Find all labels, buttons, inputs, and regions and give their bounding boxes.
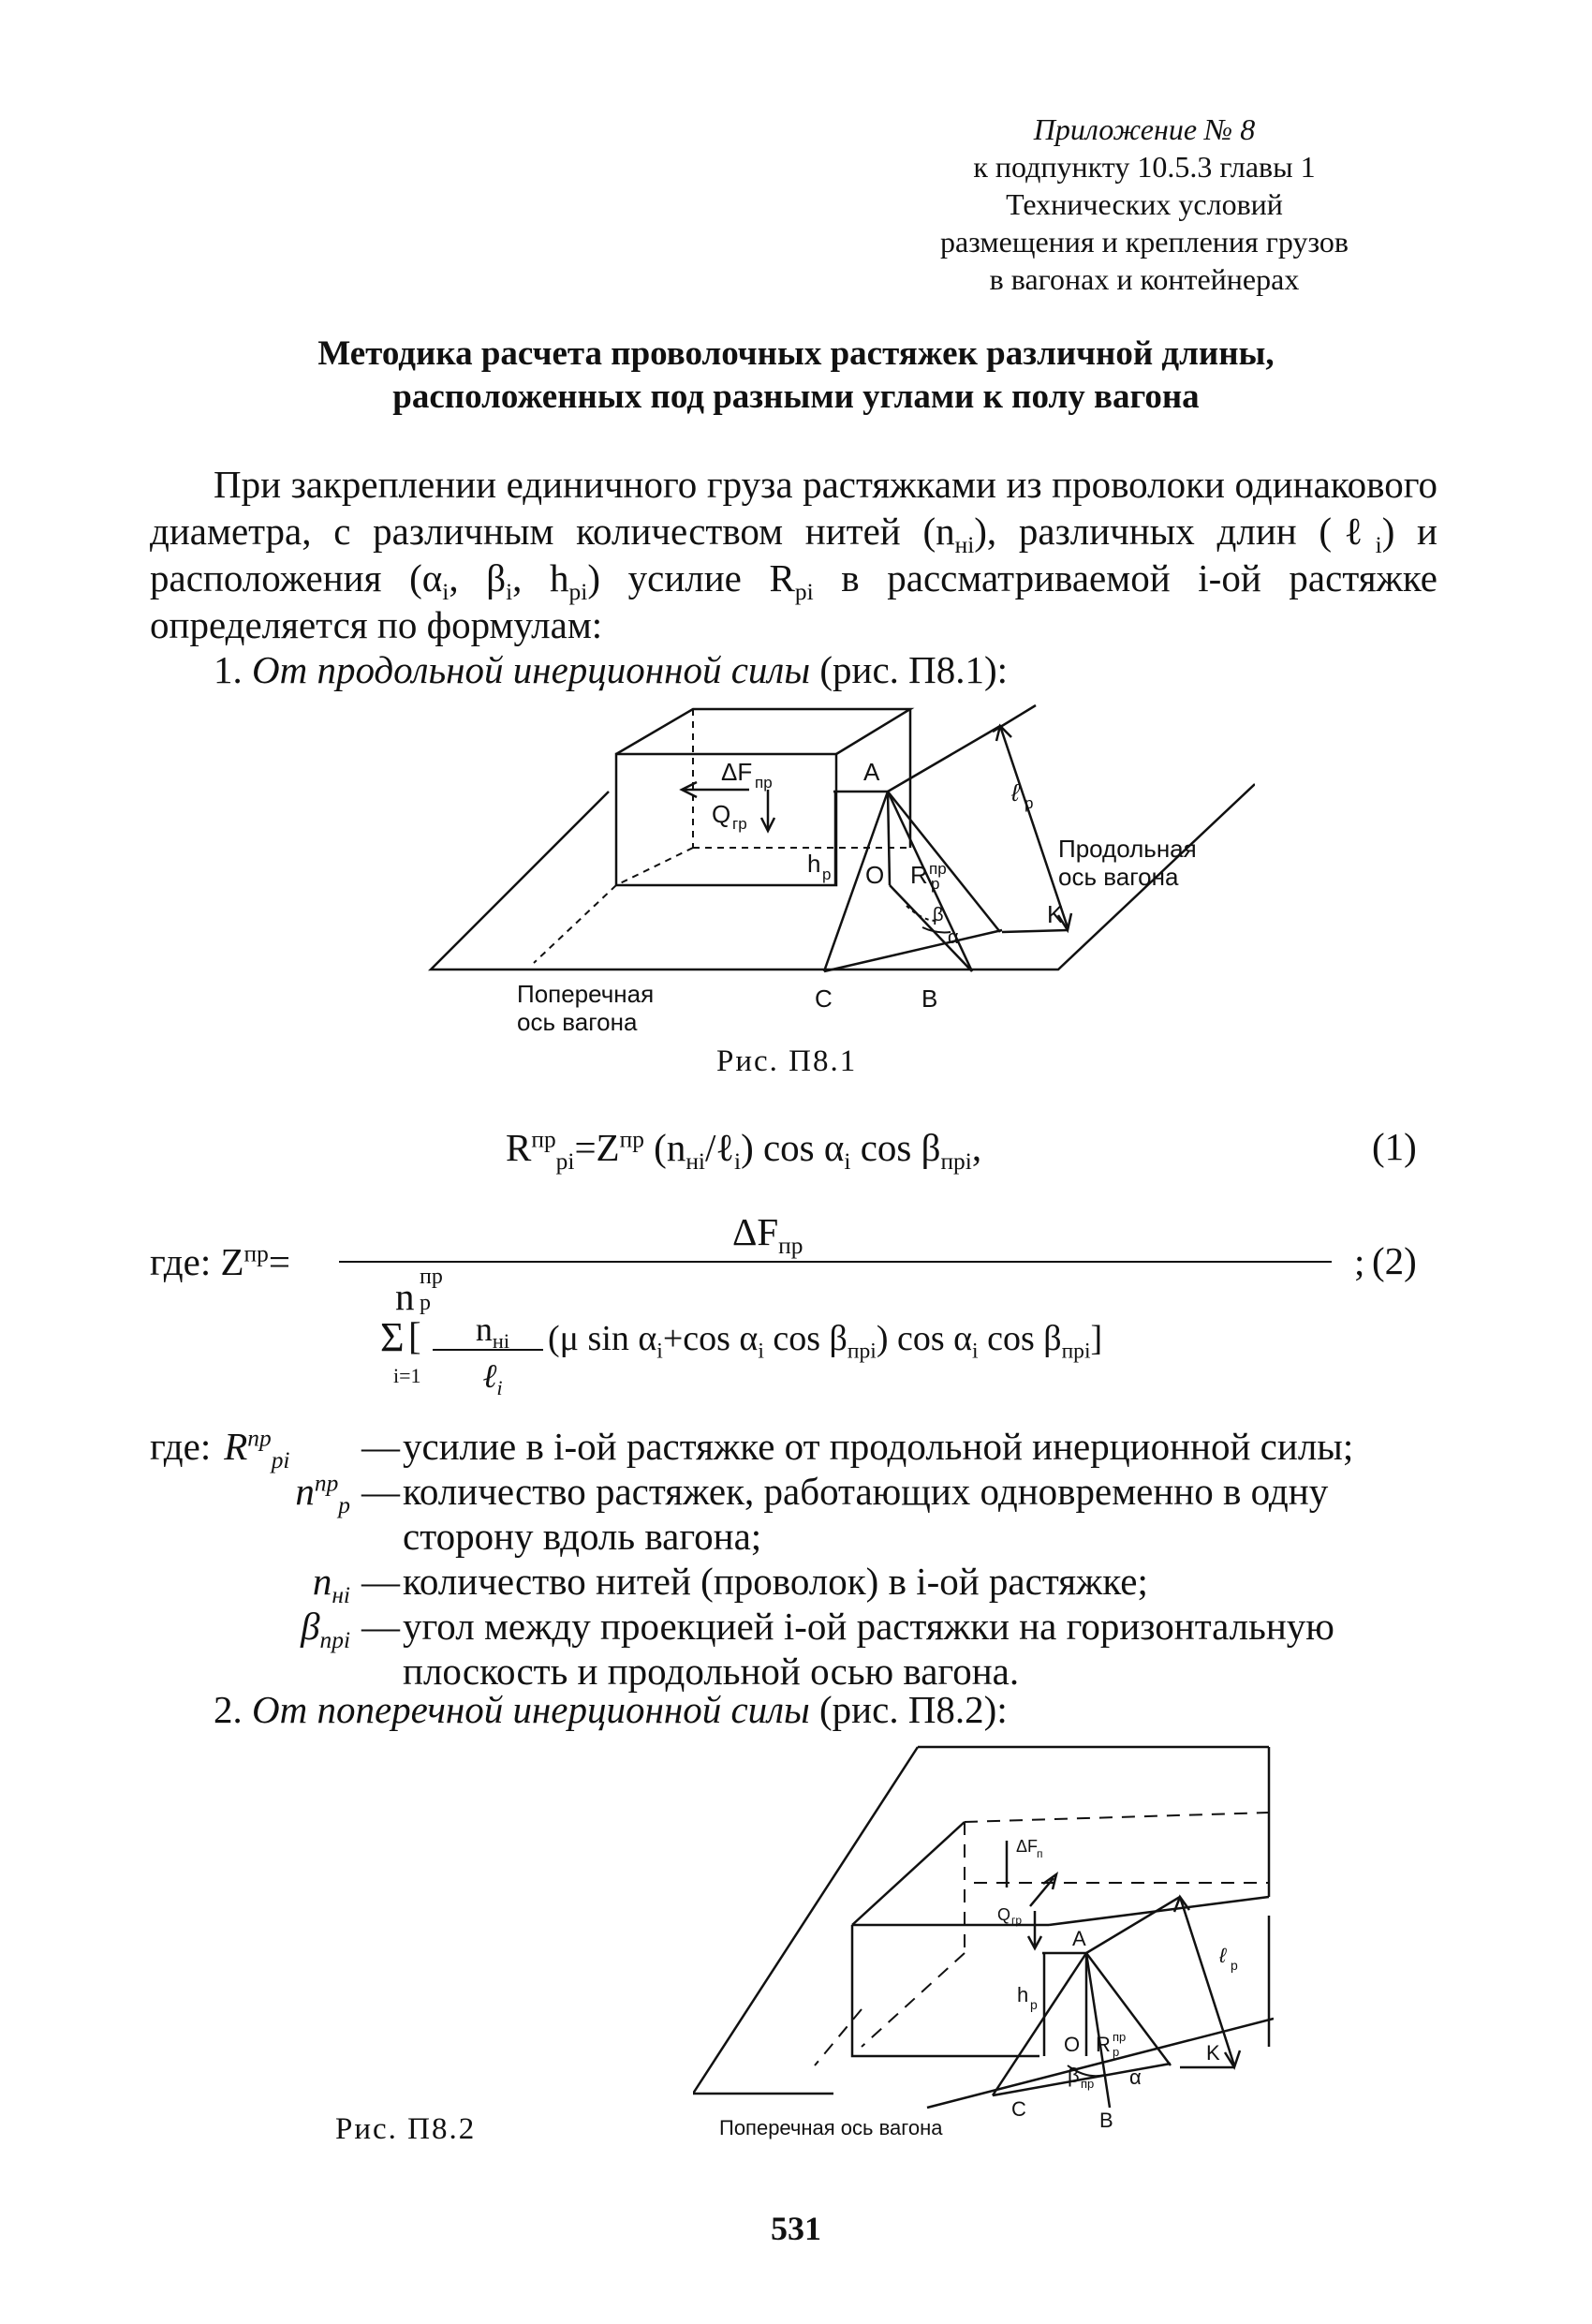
- item-longitudinal: 1. От продольной инерционной силы (рис. П8.1):: [214, 648, 1009, 691]
- label-b: B: [1099, 2109, 1113, 2132]
- formula-number: (1): [1372, 1125, 1417, 1168]
- label-b: B: [921, 984, 938, 1013]
- svg-text:р: р: [1024, 794, 1034, 812]
- label-beta: β: [1068, 2064, 1080, 2087]
- label-k: K: [1206, 2041, 1220, 2065]
- label-q: Q: [712, 800, 731, 828]
- svg-text:пр: пр: [755, 774, 773, 792]
- appendix-header: [901, 111, 1388, 298]
- svg-text:гр: гр: [1011, 1914, 1023, 1927]
- label-l: ℓ: [1219, 1944, 1227, 1967]
- svg-text:гр: гр: [732, 815, 747, 833]
- label-c: C: [815, 984, 833, 1013]
- label-h: h: [807, 850, 821, 878]
- svg-text:р: р: [822, 866, 832, 883]
- label-cross-axis: Поперечная ось вагона: [719, 2116, 943, 2139]
- definition-row: $n^{пр}_p$ — количество растяжек, работающих одновременно в одну сторону вдоль вагона;: [295, 1470, 1329, 1558]
- formula-2-inner-numerator: $n_{нi}$: [475, 1310, 510, 1354]
- label-delta-f: ΔF: [721, 758, 753, 786]
- svg-text:ось вагона: ось вагона: [1058, 863, 1179, 891]
- label-c: C: [1011, 2097, 1026, 2121]
- page-number: 531: [771, 2210, 821, 2247]
- svg-text:р: р: [1231, 1958, 1238, 1973]
- inner-fraction-bar: [433, 1349, 543, 1351]
- formula-2-sigma: Σ: [380, 1314, 405, 1360]
- label-k: K: [1047, 900, 1064, 928]
- svg-text:пр: пр: [929, 860, 947, 878]
- formula-2-denominator-rest: (μ $\sin \alpha_i+\cos$ $\alpha_i$ $\cos \beta_{прi}$) $\cos \alpha_i$ $\cos \beta_{прi}$]: [548, 1319, 1103, 1364]
- label-r: R: [910, 861, 928, 889]
- formula-2-lhs: где: $Z^{пр}=$: [150, 1240, 290, 1283]
- definitions-list: [150, 1424, 1452, 1694]
- formula-2-numerator: $\Delta F_{пр}$: [732, 1210, 803, 1260]
- definition-row: где: $R^{пр}_{pi}$ — усилие в i-ой растяжке от продольной инерционной силы;: [150, 1425, 1354, 1474]
- formula-2-n: n: [395, 1275, 415, 1318]
- figure-caption: Рис. П8.1: [716, 1044, 858, 1078]
- definition-row: $n_{нi}$ — количество нитей (проволок) в i-ой растяжке;: [312, 1560, 1148, 1609]
- document-page: Приложение № 8 к подпункту 10.5.3 главы 1 Технических условий размещения и крепления грузов в вагонах и контейнерах Методика расчета проволочных растяжек различной длины, расположенных под разными углами к полу вагона При закреплении единичного груза растяжками из проволоки одинакового диаметра, с различным количеством нитей $(n_{нi})$, различных длин (ℓ$_i$) и расположения ($\alpha_i$, $\beta_i$, $h_{pi}$) усилие $R_{pi}$ в рассматриваемой i-ой растяжке определяется по формулам: 1. От продольной инерционной силы (рис. П8.1): ΔF пр Q гр A h р O R пр р ℓ р K β α C B Продольная ось вагона Поперечная ось вагона Рис. П8.1 $R^{пр}_{pi}=Z^{пр}$ $(n_{нi}/\ell_i)$ $\cos \alpha_i$ $\cos \beta_{прi}$, (1) где: $Z^{пр}=$ $\Delta F_{пр}$ ; (2) пр n р Σ i=1 [ $n_{нi}$ ℓ$_i$ (μ $\sin \alpha_i+\cos$ $\alpha_i$ $\cos \beta_{прi}$) $\cos \alpha_i$ $\cos \beta_{прi}$] где: $R^{пр}_{pi}$ — усилие в i-ой растяжке от продольной инерционной силы; $n^{пр}_p$ — количество растяжек, работающих одновременно в одну сторону вдоль вагона; $n_{нi}$ — количество нитей (проволок) в i-ой растяжке; $\beta_{прi}$ — угол между проекцией i-ой растяжки на горизонтальную плоскость и продольной осью вагона. 2. От поперечной инерционной силы (рис. П8.2): ΔF п Q гр A h р O R пр р ℓ р K β пр α C B Поперечная ось вагона Рис. П8.2 531: [0, 0, 1592, 2324]
- item-transverse: 2. От поперечной инерционной силы (рис. П8.2):: [214, 1688, 1008, 1731]
- title-line: расположенных под разными углами к полу вагона: [392, 377, 1200, 416]
- figure-caption: Рис. П8.2: [335, 2112, 477, 2146]
- label-cross-axis: Поперечная: [517, 980, 655, 1008]
- svg-text:п: п: [1037, 1847, 1043, 1860]
- intro-paragraph: При закреплении единичного груза растяжками из проволоки одинакового диаметра, с различным количеством нитей $(n_{нi})$, различных длин (ℓ$_i$) и расположения ($\alpha_i$, $\beta_i$, $h_{pi}$) усилие $R_{pi}$ в рассматриваемой i-ой растяжке определяется по формулам:: [150, 463, 1437, 646]
- label-beta: β: [933, 905, 944, 925]
- svg-text:пр: пр: [1081, 2077, 1095, 2091]
- appendix-ref-line: к подпункту 10.5.3 главы 1: [973, 150, 1316, 184]
- svg-text:пр: пр: [1113, 2030, 1127, 2044]
- label-q: Q: [997, 1905, 1011, 1924]
- formula-number: (2): [1372, 1239, 1417, 1282]
- document-title: [140, 333, 1452, 419]
- formula-2-semicolon: ;: [1354, 1240, 1365, 1283]
- label-alpha: α: [948, 927, 959, 948]
- label-alpha: α: [1129, 2065, 1142, 2089]
- figure-p8-2: [693, 1738, 1274, 2150]
- title-line: Методика расчета проволочных растяжек различной длины,: [317, 334, 1275, 373]
- label-h: h: [1017, 1983, 1029, 2006]
- label-o: O: [865, 861, 885, 889]
- definition-row: $\beta_{прi}$ — угол между проекцией i-ой растяжки на горизонтальную плоскость и продольной осью вагона.: [301, 1605, 1334, 1693]
- svg-text:р: р: [1030, 1997, 1038, 2012]
- label-delta-f: ΔF: [1016, 1837, 1039, 1856]
- fraction-bar: [339, 1261, 1332, 1263]
- label-l: ℓ: [1011, 778, 1020, 807]
- label-long-axis: Продольная: [1058, 835, 1197, 863]
- svg-text:р: р: [931, 875, 940, 893]
- appendix-ref-line: Технических условий: [1006, 187, 1283, 221]
- svg-text:ось вагона: ось вагона: [517, 1008, 638, 1036]
- label-a: A: [1072, 1927, 1086, 1950]
- formula-2-inner-denominator: ℓ$_i$: [482, 1357, 503, 1400]
- formula-1: $R^{пр}_{pi}=Z^{пр}$ $(n_{нi}/\ell_i)$ $\cos \alpha_i$ $\cos \beta_{прi}$,: [506, 1126, 982, 1176]
- label-o: O: [1064, 2033, 1081, 2056]
- svg-text:р: р: [1113, 2045, 1120, 2059]
- appendix-ref-line: размещения и крепления грузов: [939, 225, 1349, 259]
- appendix-ref-line: в вагонах и контейнерах: [989, 262, 1300, 296]
- label-r: R: [1096, 2033, 1111, 2056]
- label-a: A: [863, 758, 880, 786]
- figure-p8-1: [412, 698, 1255, 1049]
- appendix-number: Приложение № 8: [1033, 112, 1256, 146]
